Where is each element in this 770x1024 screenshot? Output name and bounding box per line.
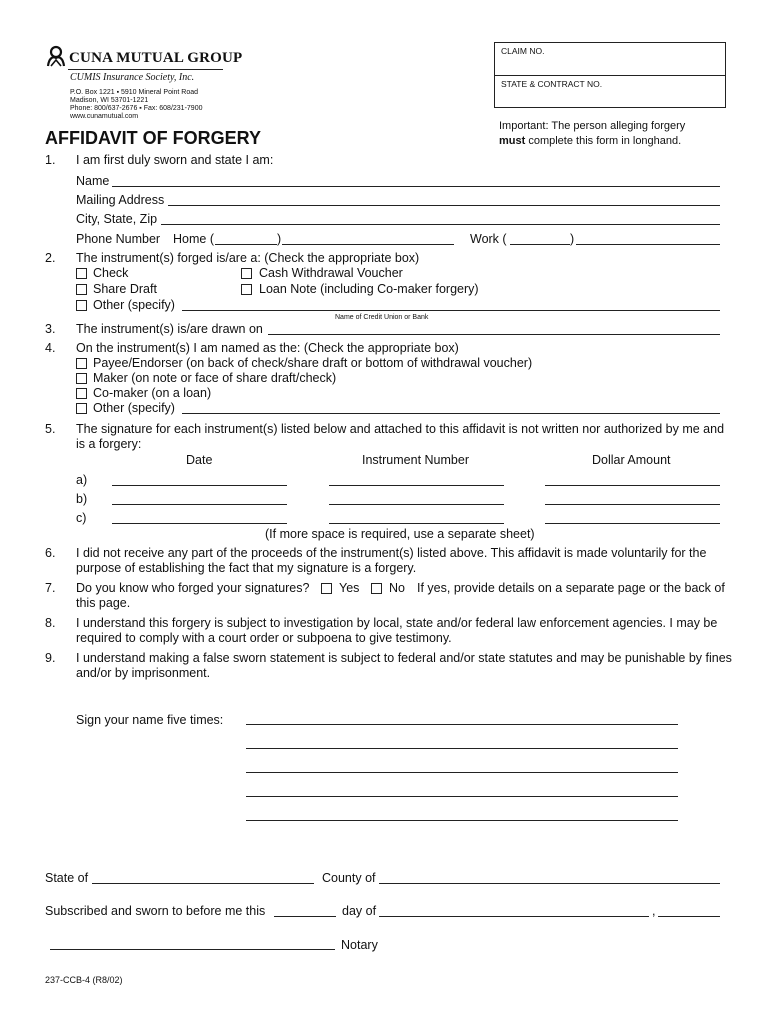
city-state-zip-label: City, State, Zip: [76, 212, 158, 226]
no-checkbox[interactable]: [371, 583, 382, 594]
address-line: P.O. Box 1221 ▪ 5910 Mineral Point Road: [70, 89, 199, 96]
instrument-number-column-header: Instrument Number: [362, 453, 469, 467]
home-paren-close: ): [277, 232, 282, 246]
city-state-zip-field[interactable]: [161, 224, 720, 225]
form-code: 237-CCB-4 (R8/02): [45, 975, 123, 985]
signature-line[interactable]: [246, 820, 678, 821]
instrument-number-field[interactable]: [329, 523, 504, 524]
home-area-code-field[interactable]: [215, 244, 277, 245]
signature-line[interactable]: [246, 796, 678, 797]
check-checkbox[interactable]: [76, 268, 87, 279]
item3-text: The instrument(s) is/are drawn on: [76, 322, 263, 336]
cash-withdrawal-label: Cash Withdrawal Voucher: [259, 266, 403, 280]
state-contract-label: STATE & CONTRACT NO.: [501, 79, 603, 89]
item-number: 8.: [45, 616, 56, 630]
share-draft-checkbox[interactable]: [76, 284, 87, 295]
yes-label: Yes: [339, 581, 360, 595]
instrument-number-field[interactable]: [329, 504, 504, 505]
dollar-amount-field[interactable]: [545, 485, 720, 486]
credit-union-caption: Name of Credit Union or Bank: [335, 314, 429, 321]
day-of-label: day of: [342, 904, 377, 918]
item8-text: required to comply with a court order or subpoena to give testimony.: [76, 631, 452, 645]
dollar-amount-column-header: Dollar Amount: [592, 453, 671, 467]
item1-text: I am first duly sworn and state I am:: [76, 153, 274, 167]
drawn-on-field[interactable]: [268, 334, 720, 335]
mailing-address-field[interactable]: [168, 205, 720, 206]
other-instrument-label: Other (specify): [93, 298, 175, 312]
item-number: 1.: [45, 153, 56, 167]
notary-signature-field[interactable]: [50, 949, 335, 950]
payee-label: Payee/Endorser (on back of check/share draft or bottom of withdrawal voucher): [93, 356, 533, 370]
instrument-number-field[interactable]: [329, 485, 504, 486]
payee-checkbox[interactable]: [76, 358, 87, 369]
work-area-code-field[interactable]: [510, 244, 570, 245]
separate-sheet-note: (If more space is required, use a separate sheet): [265, 527, 535, 541]
subsidiary-name: CUMIS Insurance Society, Inc.: [70, 72, 195, 83]
row-label: b): [76, 492, 88, 506]
maker-label: Maker (on note or face of share draft/check): [93, 371, 337, 385]
day-number-field[interactable]: [274, 916, 336, 917]
date-field[interactable]: [112, 523, 287, 524]
work-paren-close: ): [570, 232, 575, 246]
item7-text: this page.: [76, 596, 131, 610]
important-must: must: [499, 135, 526, 147]
other-role-label: Other (specify): [93, 401, 175, 415]
maker-checkbox[interactable]: [76, 373, 87, 384]
county-of-label: County of: [322, 871, 376, 885]
important-note: [499, 119, 685, 149]
item-number: 3.: [45, 322, 56, 336]
other-instrument-checkbox[interactable]: [76, 300, 87, 311]
signature-line[interactable]: [246, 772, 678, 773]
important-line: [499, 134, 685, 149]
important-line: Important: The person alleging forgery: [499, 120, 686, 132]
date-comma: ,: [652, 904, 656, 918]
item-number: 4.: [45, 341, 56, 355]
signature-label: Sign your name five times:: [76, 713, 224, 727]
item7-text: Do you know who forged your signatures?: [76, 581, 310, 595]
work-phone-field[interactable]: [576, 244, 720, 245]
loan-note-checkbox[interactable]: [241, 284, 252, 295]
date-field[interactable]: [112, 485, 287, 486]
item2-text: The instrument(s) forged is/are a: (Check the appropriate box): [76, 251, 420, 265]
name-label: Name: [76, 174, 110, 188]
item6-text: purpose of establishing the fact that my signature is a forgery.: [76, 561, 417, 575]
item-number: 9.: [45, 651, 56, 665]
cuna-logo-icon: [45, 45, 67, 67]
item9-text: and/or by imprisonment.: [76, 666, 211, 680]
item5-text: is a forgery:: [76, 437, 142, 451]
signature-line[interactable]: [246, 724, 678, 725]
subscribed-label: Subscribed and sworn to before me this: [45, 904, 266, 918]
state-contract-field[interactable]: [495, 90, 723, 105]
item4-text: On the instrument(s) I am named as the: (Check the appropriate box): [76, 341, 459, 355]
state-of-field[interactable]: [92, 883, 314, 884]
notary-label: Notary: [341, 938, 378, 952]
comaker-label: Co-maker (on a loan): [93, 386, 212, 400]
other-instrument-field[interactable]: [182, 310, 720, 311]
state-of-label: State of: [45, 871, 89, 885]
item-number: 5.: [45, 422, 56, 436]
work-phone-label: Work (: [470, 232, 507, 246]
company-logo: [45, 45, 243, 70]
address-line: Madison, WI 53701-1221: [70, 97, 149, 104]
comaker-checkbox[interactable]: [76, 388, 87, 399]
date-column-header: Date: [186, 453, 213, 467]
no-label: No: [389, 581, 405, 595]
yes-checkbox[interactable]: [321, 583, 332, 594]
date-field[interactable]: [112, 504, 287, 505]
home-phone-label: Home (: [173, 232, 214, 246]
dollar-amount-field[interactable]: [545, 504, 720, 505]
item-number: 6.: [45, 546, 56, 560]
year-field[interactable]: [658, 916, 720, 917]
company-name: CUNA MUTUAL GROUP: [69, 50, 243, 66]
cash-withdrawal-checkbox[interactable]: [241, 268, 252, 279]
item5-text: The signature for each instrument(s) listed below and attached to this affidavit is not written nor authorized by me and: [76, 422, 725, 436]
item8-text: I understand this forgery is subject to investigation by local, state and/or federal law enforcement agencies. I may be: [76, 616, 718, 630]
item-number: 7.: [45, 581, 56, 595]
check-label: Check: [93, 266, 129, 280]
item9-text: I understand making a false sworn statement is subject to federal and/or state statutes and may be punishable by fines: [76, 651, 732, 665]
signature-line[interactable]: [246, 748, 678, 749]
home-phone-field[interactable]: [282, 244, 454, 245]
county-of-field[interactable]: [379, 883, 720, 884]
loan-note-label: Loan Note (including Co-maker forgery): [259, 282, 479, 296]
name-field[interactable]: [112, 186, 720, 187]
item7-details-text: If yes, provide details on a separate page or the back of: [417, 581, 725, 595]
phone-number-label: Phone Number: [76, 232, 161, 246]
item-number: 2.: [45, 251, 56, 265]
row-label: c): [76, 511, 87, 525]
row-label: a): [76, 473, 88, 487]
mailing-address-label: Mailing Address: [76, 193, 165, 207]
claim-no-field[interactable]: [495, 58, 723, 74]
share-draft-label: Share Draft: [93, 282, 157, 296]
claim-no-label: CLAIM NO.: [501, 46, 545, 56]
dollar-amount-field[interactable]: [545, 523, 720, 524]
month-field[interactable]: [379, 916, 649, 917]
important-rest: complete this form in longhand.: [525, 135, 682, 147]
logo-underline: [68, 69, 223, 70]
item6-text: I did not receive any part of the proceeds of the instrument(s) listed above. This affidavit is made voluntarily for the: [76, 546, 707, 560]
address-line: Phone: 800/637-2676 ▪ Fax: 608/231-7900: [70, 105, 203, 112]
page-title: AFFIDAVIT OF FORGERY: [45, 128, 261, 148]
address-line: www.cunamutual.com: [70, 113, 139, 120]
other-role-checkbox[interactable]: [76, 403, 87, 414]
other-role-field[interactable]: [182, 413, 720, 414]
